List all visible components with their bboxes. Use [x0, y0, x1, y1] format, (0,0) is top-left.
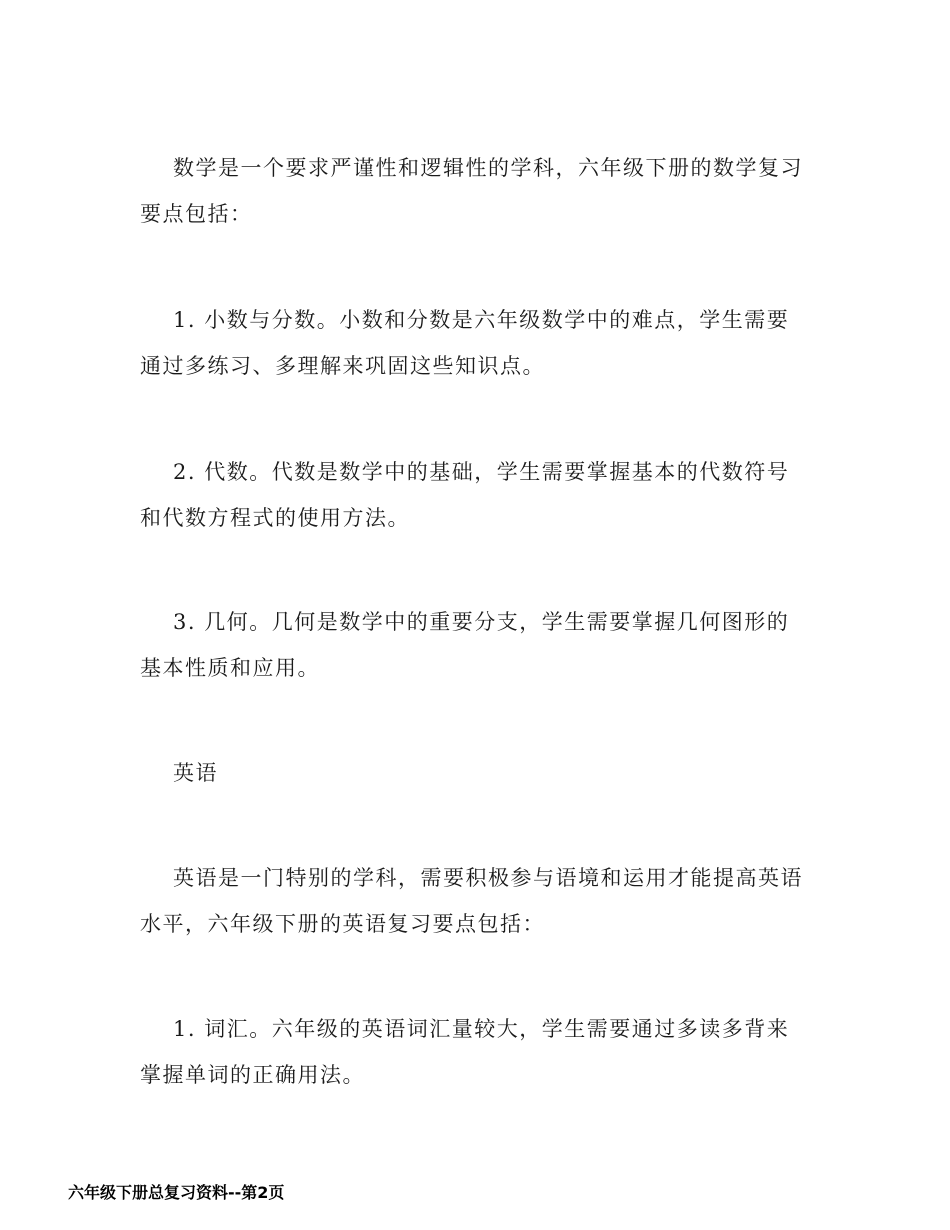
page-footer: 六年级下册总复习资料--第2页: [68, 1183, 285, 1202]
math-intro-paragraph: 数学是一个要求严谨性和逻辑性的学科，六年级下册的数学复习要点包括：: [140, 156, 803, 226]
math-point-1-paragraph: 1. 小数与分数。小数和分数是六年级数学中的难点，学生需要通过多练习、多理解来巩固这些知识点。: [140, 308, 790, 378]
english-intro-paragraph: 英语是一门特别的学科，需要积极参与语境和运用才能提高英语水平，六年级下册的英语复习要点包括：: [140, 866, 803, 936]
math-point-2-paragraph: 2. 代数。代数是数学中的基础，学生需要掌握基本的代数符号和代数方程式的使用方法。: [140, 460, 790, 530]
math-point-3-paragraph: 3. 几何。几何是数学中的重要分支，学生需要掌握几何图形的基本性质和应用。: [140, 610, 790, 680]
english-heading: 英语: [173, 761, 218, 785]
english-point-1-paragraph: 1. 词汇。六年级的英语词汇量较大，学生需要通过多读多背来掌握单词的正确用法。: [140, 1017, 790, 1087]
